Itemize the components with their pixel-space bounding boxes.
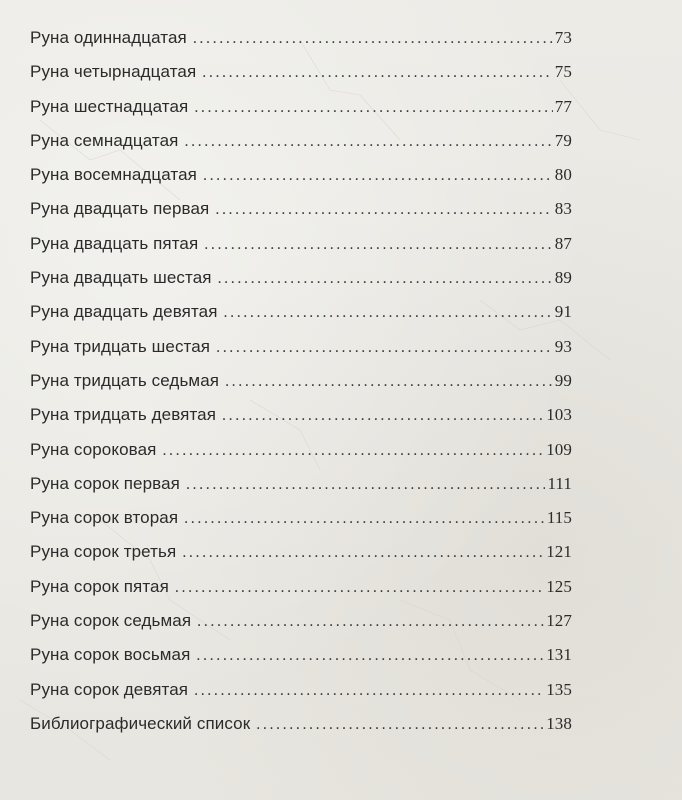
dot-leader [194, 682, 544, 700]
toc-entry-title: Руна сорок девятая [30, 679, 189, 699]
toc-entry-page: 89 [554, 268, 572, 288]
dot-leader [193, 30, 553, 48]
dot-leader [162, 442, 544, 460]
toc-entry-title: Руна одиннадцатая [30, 28, 187, 47]
toc-entry [30, 714, 572, 748]
toc-entry [30, 577, 572, 611]
toc-entry-page: 73 [554, 28, 572, 47]
toc-entry-page: 77 [554, 96, 572, 116]
toc-entry-title: Библиографический список [30, 713, 251, 733]
toc-entry-title: Руна сорок третья [30, 542, 177, 562]
dot-leader [204, 236, 553, 254]
dot-leader [184, 510, 545, 528]
dot-leader [184, 133, 552, 151]
toc-entry [30, 268, 572, 302]
toc-entry-page: 75 [554, 62, 572, 82]
dot-leader [222, 407, 544, 425]
toc-entry [30, 131, 572, 165]
dot-leader [215, 201, 552, 219]
dot-leader [196, 647, 544, 665]
toc-entry-page: 79 [554, 130, 572, 150]
toc-entry [30, 337, 572, 371]
toc-entry-page: 91 [554, 302, 572, 322]
toc-entry-page: 138 [546, 713, 572, 733]
toc-entry [30, 508, 572, 542]
toc-entry-page: 121 [546, 542, 572, 562]
toc-entry-title: Руна двадцать девятая [30, 302, 218, 322]
dot-leader [202, 64, 553, 82]
toc-entry-title: Руна семнадцатая [30, 130, 179, 150]
dot-leader [218, 270, 553, 288]
toc-entry [30, 28, 572, 62]
toc-entry [30, 199, 572, 233]
toc-entry-page: 111 [547, 473, 572, 493]
toc-entry-title: Руна сорок вторая [30, 508, 179, 528]
dot-leader [203, 167, 553, 185]
toc-entry [30, 405, 572, 439]
toc-entry-page: 99 [554, 370, 572, 390]
dot-leader [182, 544, 544, 562]
toc-entry [30, 302, 572, 336]
dot-leader [216, 339, 553, 357]
toc-entry-page: 115 [546, 508, 572, 528]
toc-entry-title: Руна восемнадцатая [30, 165, 197, 185]
toc-entry-title: Руна двадцать пятая [30, 233, 199, 253]
dot-leader [186, 476, 546, 494]
toc-entry-title: Руна тридцать девятая [30, 405, 217, 425]
toc-entry-title: Руна сорок первая [30, 473, 180, 493]
toc-entry-page: 127 [546, 611, 572, 631]
toc-entry-page: 131 [546, 645, 572, 665]
toc-entry-title: Руна сорок восьмая [30, 645, 191, 665]
toc-entry [30, 371, 572, 405]
toc-entry-page: 125 [546, 576, 572, 596]
toc-entry [30, 611, 572, 645]
toc-entry-title: Руна тридцать шестая [30, 336, 211, 356]
toc-entry-title: Руна сорок седьмая [30, 611, 192, 631]
toc-entry [30, 680, 572, 714]
toc-entry-title: Руна сороковая [30, 439, 157, 459]
toc-entry-title: Руна сорок пятая [30, 576, 169, 596]
toc-entry-title: Руна двадцать шестая [30, 268, 212, 288]
toc-entry-title: Руна шестнадцатая [30, 96, 189, 116]
toc-entry-title: Руна четырнадцатая [30, 62, 197, 82]
dot-leader [225, 373, 553, 391]
toc-entry [30, 97, 572, 131]
toc-entry [30, 62, 572, 96]
toc-entry-title: Руна двадцать первая [30, 199, 210, 219]
toc-entry-page: 83 [554, 199, 572, 219]
toc-entry [30, 474, 572, 508]
toc-entry [30, 542, 572, 576]
dot-leader [197, 613, 544, 631]
toc-entry-page: 103 [546, 405, 572, 425]
toc-entry-page: 93 [554, 336, 572, 356]
dot-leader [194, 99, 552, 117]
toc-entry [30, 165, 572, 199]
toc-entry-page: 87 [554, 233, 572, 253]
dot-leader [256, 716, 544, 734]
toc-entry-title: Руна тридцать седьмая [30, 370, 220, 390]
toc-entry-page: 109 [546, 439, 572, 459]
toc-entry [30, 234, 572, 268]
toc-entry [30, 645, 572, 679]
toc-entry-page: 80 [554, 165, 572, 185]
dot-leader [175, 579, 544, 597]
table-of-contents [30, 28, 572, 748]
toc-entry-page: 135 [546, 679, 572, 699]
toc-entry [30, 440, 572, 474]
dot-leader [224, 304, 553, 322]
